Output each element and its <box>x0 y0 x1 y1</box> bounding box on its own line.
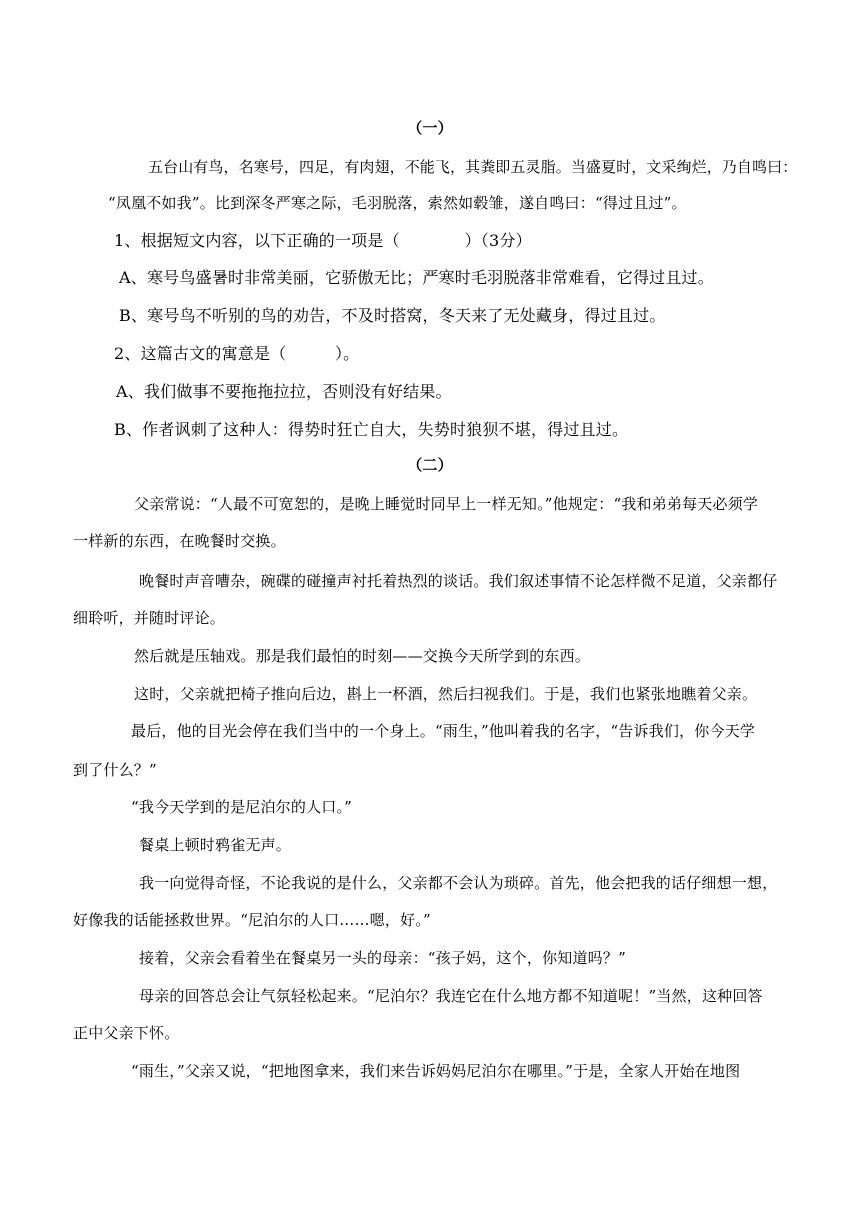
section-heading: （一） <box>407 119 453 137</box>
question-1: 1、根据短文内容，以下正确的一项是（ ）（3分） <box>114 231 532 250</box>
passage-line: 这时，父亲就把椅子推向后边，斟上一杯酒，然后扫视我们。于是，我们也紧张地瞧着父亲。 <box>134 685 758 703</box>
section-heading: （二） <box>407 456 453 474</box>
question-2-option-a: A、我们做事不要拖拖拉拉，否则没有好结果。 <box>116 382 452 401</box>
passage-line: 好像我的话能拯救世界。“尼泊尔的人口……嗯，好。” <box>73 911 431 929</box>
passage-line: 母亲的回答总会让气氛轻松起来。“尼泊尔？我连它在什么地方都不知道呢！”当然，这种回答 <box>139 987 763 1005</box>
passage-line: 细聆听，并随时评论。 <box>73 609 226 627</box>
passage-line: 接着，父亲会看着坐在餐桌另一头的母亲：“孩子妈，这个，你知道吗？” <box>139 949 626 967</box>
question-2: 2、这篇古文的寓意是（ ）。 <box>114 344 360 363</box>
passage-line: “我今天学到的是尼泊尔的人口。” <box>131 798 353 816</box>
passage-line: 晚餐时声音嘈杂，碗碟的碰撞声衬托着热烈的谈话。我们叙述事情不论怎样微不足道，父亲都仔 <box>139 572 778 590</box>
question-1-option-a: A、寒号鸟盛暑时非常美丽，它骄傲无比；严寒时毛羽脱落非常难看，它得过且过。 <box>119 268 714 287</box>
passage-line: 到了什么？” <box>73 761 157 779</box>
passage-line: 五台山有鸟，名寒号，四足，有肉翅，不能飞，其粪即五灵脂。当盛夏时，文采绚烂，乃自鸣曰： <box>148 158 798 176</box>
question-1-option-b: B、寒号鸟不听别的鸟的劝告，不及时搭窝，冬天来了无处藏身，得过且过。 <box>119 306 666 325</box>
passage-line: 我一向觉得奇怪，不论我说的是什么，父亲都不会认为琐碎。首先，他会把我的话仔细想一想， <box>139 874 778 892</box>
passage-line: “凤凰不如我”。比到深冬严寒之际，毛羽脱落，索然如毂雏，遂自鸣曰：“得过且过”。 <box>108 194 687 212</box>
passage-line: “雨生，”父亲又说，“把地图拿来，我们来告诉妈妈尼泊尔在哪里。”于是，全家人开始在地图 <box>131 1062 741 1080</box>
passage-line: 正中父亲下怀。 <box>73 1024 180 1042</box>
passage-line: 一样新的东西，在晚餐时交换。 <box>73 532 286 550</box>
passage-line: 餐桌上顿时鸦雀无声。 <box>139 836 292 854</box>
passage-line: 最后，他的目光会停在我们当中的一个身上。“雨生，”他叫着我的名字，“告诉我们，你今天学 <box>131 722 756 740</box>
question-2-option-b: B、作者讽刺了这种人：得势时狂亡自大，失势时狼狈不堪，得过且过。 <box>114 420 629 439</box>
passage-line: 父亲常说：“人最不可宽恕的，是晚上睡觉时同早上一样无知。”他规定：“我和弟弟每天必须学 <box>134 495 759 513</box>
passage-line: 然后就是压轴戏。那是我们最怕的时刻——交换今天所学到的东西。 <box>134 647 591 665</box>
